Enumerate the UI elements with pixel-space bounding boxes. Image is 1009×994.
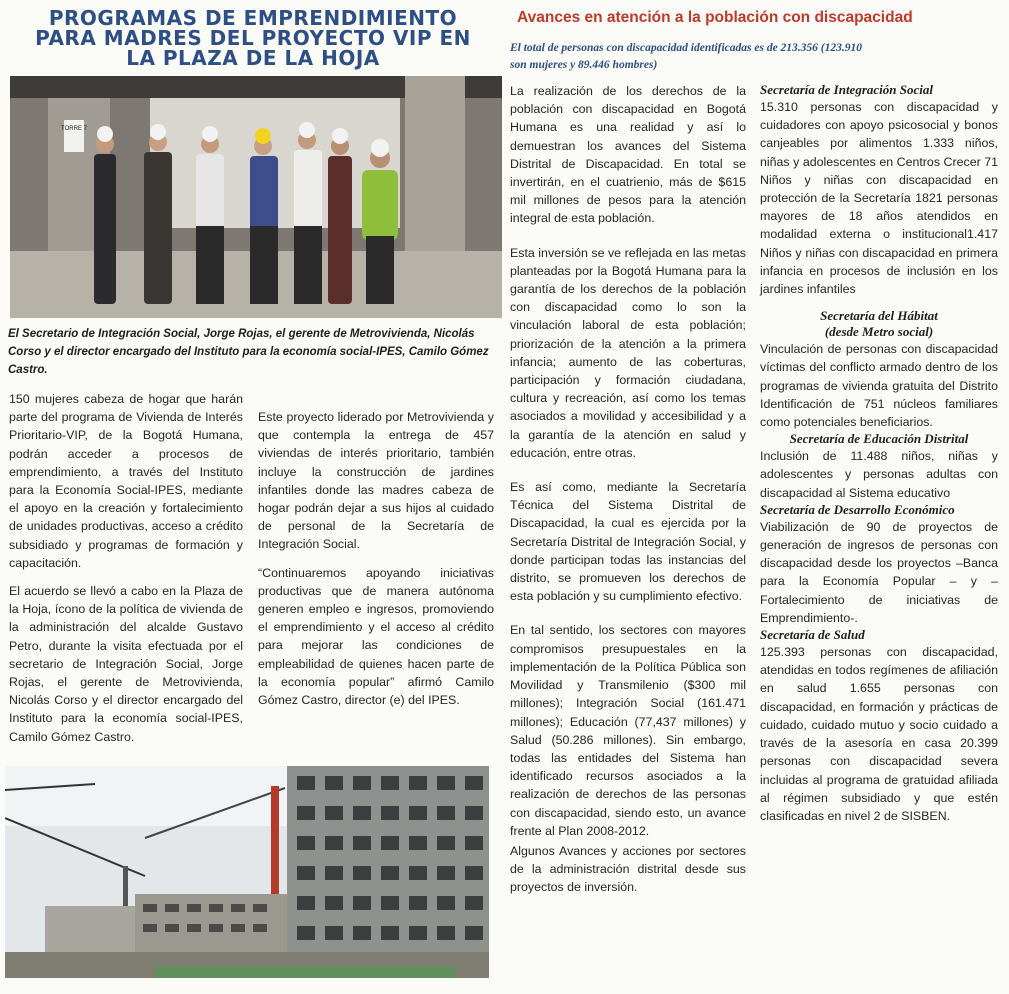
left-article-column-2 bbox=[258, 408, 494, 709]
left-title-line-1: PROGRAMAS DE EMPRENDIMIENTO bbox=[48, 6, 458, 30]
paragraph: El acuerdo se llevó a cabo en la Plaza de la Hoja, ícono de la política de vivienda de la administración del alcalde Gustavo Petro, durante la visita efectuada por el secretario de Integración Social, Jorge Rojas, el gerente de Metrovivienda, Nicolás Corso y el director encargado del Instituto para la economía social-IPES, Camilo Gómez Castro. bbox=[9, 584, 243, 744]
section-integracion-social bbox=[760, 82, 998, 298]
left-title-line-2: PARA MADRES DEL PROYECTO VIP EN bbox=[35, 26, 471, 50]
paragraph: Es así como, mediante la Secretaría Técnica del Sistema Distrital de Discapacidad, la cual es ejercida por la Secretaría Distrital de Integración Social, y donde participan todas las instancias del distrito, se promueven los derechos de esta población y su cumplimiento efectivo. bbox=[510, 480, 746, 604]
left-article-column-1 bbox=[9, 390, 243, 746]
section-heading: Secretaría de Desarrollo Económico bbox=[760, 501, 955, 517]
section-heading: Secretaría de Salud bbox=[760, 627, 865, 643]
section-heading: Secretaría de Educación Distrital bbox=[789, 431, 969, 447]
right-article-middle-column bbox=[510, 82, 746, 897]
paragraph: “Continuaremos apoyando iniciativas productivas que de manera autónoma generen empleo e ingresos, promoviendo el emprendimiento y el acceso al crédito para mejorar las condiciones de empleabilidad de quienes hacen parte de la economía popular” afirmó Camilo Gómez Castro, director (e) del IPES. bbox=[258, 565, 494, 708]
right-article-title: Avances en atención a la población con discapacidad bbox=[517, 9, 913, 26]
section-body: 15.310 personas con discapacidad y cuidadores con apoyo psicosocial y bonos canjeables por alimentos 1.333 niños, niñas y adolescentes en Centros Crecer 71 Niños y niñas con discapacidad en protección de la Secretaría 1821 personas mayores de 18 años atendidos en modalidad externa o institucional1.417 Niños y niñas con discapacidad en primera infancia en procesos de inclusión en los jardines infantiles bbox=[760, 100, 998, 297]
photo-caption: El Secretario de Integración Social, Jorge Rojas, el gerente de Metrovivienda, Nicolás Corso y el director encargado del Instituto para la economía social-IPES, Camilo Gómez Castro. bbox=[8, 328, 489, 376]
section-body: 125.393 personas con discapacidad, atendidas en todos regímenes de afiliación en salud 1.655 personas con discapacidad, en formación y prácticas de cuidado, cuidado mutuo y socio cuidado a través de la asesoría en casa 20.399 personas con discapacidad severa incluidas al programa de gratuidad afiliada al régimen subsidiado y que estén clasificadas en nivel 2 de SISBEN. bbox=[760, 645, 998, 823]
group-photo-illustration bbox=[10, 76, 502, 318]
paragraph: Este proyecto liderado por Metrovivienda y que contempla la entrega de 457 viviendas de interés prioritario, también incluye la construcción de jardines infantiles donde las madres cabeza de hogar podrán dejar a sus hijos al cuidado de personal de la Secretaría de Integración Social. bbox=[258, 410, 494, 552]
construction-photo-illustration bbox=[5, 766, 489, 978]
section-educacion bbox=[760, 431, 998, 502]
paragraph: La realización de los derechos de la población con discapacidad en Bogotá Humana es una realidad y así lo demuestran los avances del Sistema Distrital de Discapacidad. En total se invertirán, en el cuatrienio, más de $615 mil millones de pesos para la atención integral de esta población. bbox=[510, 84, 746, 226]
left-title-line-3: LA PLAZA DE LA HOJA bbox=[126, 46, 380, 70]
paragraph: Esta inversión se ve reflejada en las metas planteadas por la Bogotá Humana para la garantía de los derechos de la población con discapacidad como lo son la vinculación laboral de esta población; priorización de la atención a la primera infancia; aumento de las coberturas, participación y formación ciudadana, cultura y recreación, así como los temas asociados a movilidad y accesibilidad y a la garantía de la atención en salud y educación, entre otras. bbox=[510, 245, 746, 460]
section-desarrollo-economico bbox=[760, 502, 998, 627]
tower-sign-text: TORRE 7 bbox=[61, 126, 87, 132]
section-habitat bbox=[760, 308, 998, 431]
section-body: Vinculación de personas con discapacidad víctimas del conflicto armado dentro de los programas de vivienda gratuita del Distrito Identificación de 751 núcleos familiares como potenciales beneficiarios. bbox=[760, 342, 998, 430]
paragraph: 150 mujeres cabeza de hogar que harán parte del programa de Vivienda de Interés Prioritario-VIP, de la Bogotá Humana, podrán acceder a procesos de emprendimiento, a través del Instituto para la Economía Social-IPES, mediante el apoyo en la creación y fortalecimiento de unidades productivas, acceso a crédito subsidiado y programas de formación y capacitación. bbox=[9, 392, 243, 570]
section-subheading: (desde Metro social) bbox=[824, 324, 934, 340]
section-heading: Secretaría de Integración Social bbox=[760, 82, 933, 97]
group-photo bbox=[10, 76, 502, 318]
section-salud bbox=[760, 627, 998, 825]
section-body: Viabilización de 90 de proyectos de generación de ingresos de personas con discapacidad desde los proyectos –Banca para la Economía Popular – y – Fortalecimiento de iniciativas de Emprendimiento-. bbox=[760, 519, 998, 625]
right-article-sections-column bbox=[760, 82, 998, 825]
paragraph: Algunos Avances y acciones por sectores de la administración distrital desde sus proyectos de inversión. bbox=[510, 843, 746, 895]
construction-photo bbox=[5, 766, 489, 978]
section-heading: Secretaría del Hábitat bbox=[820, 308, 938, 324]
left-article-title bbox=[8, 8, 498, 68]
section-body: Inclusión de 11.488 niños, niñas y adolescentes y personas adultas con discapacidad al Sistema educativo bbox=[760, 449, 998, 500]
right-article-intro: El total de personas con discapacidad identificadas es de 213.356 (123.910 son mujeres y 89.446 hombres) bbox=[510, 42, 863, 71]
paragraph: En tal sentido, los sectores con mayores compromisos presupuestales en la implementación de la Política Pública son Movilidad y Transmilenio ($300 mil millones); Integración Social (161.471 millones); Educación (77,437 millones) y Salud (50.286 millones). Sin embargo, todas las entidades del Sistema han identificado recursos asociados a la realización de derechos de las personas con discapacidad, siendo esto, un avance frente al Plan 2008-2012. bbox=[510, 623, 746, 838]
